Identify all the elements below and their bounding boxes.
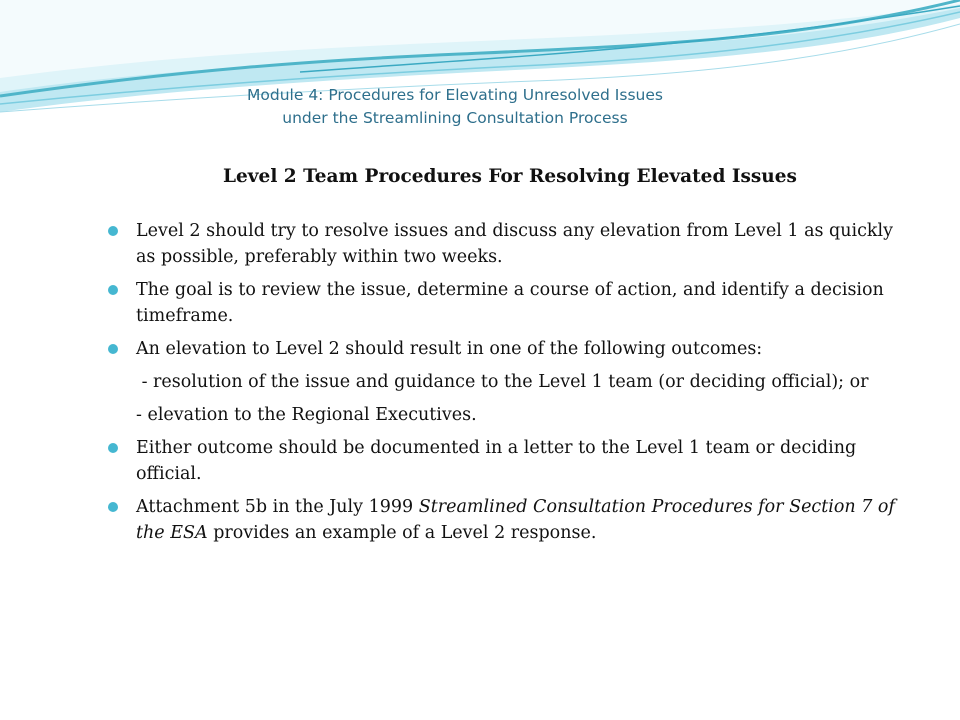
module-header-line-2: under the Streamlining Consultation Process: [282, 109, 628, 127]
module-header-line-1: Module 4: Procedures for Elevating Unresolved Issues: [247, 86, 663, 104]
bullet-dot-icon: [108, 285, 118, 295]
bullet-item: [106, 435, 902, 487]
bullet-list: [106, 218, 902, 553]
bullet-dot-icon: [108, 502, 118, 512]
bullet-item: [106, 277, 902, 329]
publication-title: Streamlined Consultation Procedures for Section 7 of the ESA: [136, 497, 895, 543]
bullet-text: The goal is to review the issue, determine a course of action, and identify a decision timeframe.: [136, 280, 884, 326]
bullet-text: An elevation to Level 2 should result in one of the following outcomes:: [136, 339, 763, 359]
bullet-item: [106, 336, 902, 362]
sub-item: [106, 369, 902, 395]
sub-item-text: - resolution of the issue and guidance to the Level 1 team (or deciding official); or: [136, 372, 869, 392]
bullet-text-prefix: Attachment 5b in the July 1999: [136, 497, 419, 517]
bullet-item: [106, 494, 902, 546]
bullet-dot-icon: [108, 226, 118, 236]
bullet-text: Either outcome should be documented in a letter to the Level 1 team or deciding official.: [136, 438, 857, 484]
bullet-dot-icon: [108, 344, 118, 354]
slide-title: Level 2 Team Procedures For Resolving Elevated Issues: [223, 166, 797, 187]
sub-item: [106, 402, 902, 428]
bullet-text: Level 2 should try to resolve issues and discuss any elevation from Level 1 as quickly as possible, preferably within two weeks.: [136, 221, 894, 267]
bullet-text-suffix: provides an example of a Level 2 response.: [207, 523, 597, 543]
sub-item-text: - elevation to the Regional Executives.: [136, 405, 477, 425]
module-header: [130, 84, 780, 130]
bullet-item: [106, 218, 902, 270]
bullet-dot-icon: [108, 443, 118, 453]
